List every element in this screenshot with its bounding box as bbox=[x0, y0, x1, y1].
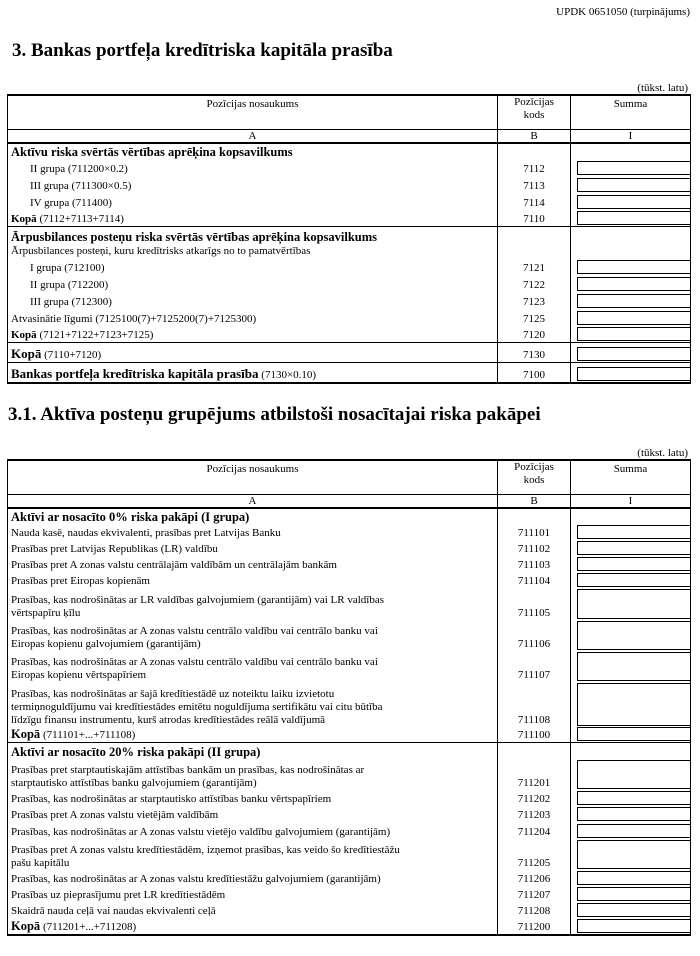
amount-input[interactable] bbox=[577, 652, 690, 681]
amount-input[interactable] bbox=[577, 178, 690, 192]
row-code: 7110 bbox=[498, 210, 571, 227]
amount-input[interactable] bbox=[577, 541, 690, 555]
row-name: Prasības, kas nodrošinātas ar starptautisko attīstības banku vērtspapīriem bbox=[8, 790, 498, 806]
row-name: Prasības pret Latvijas Republikas (LR) valdību bbox=[8, 540, 498, 556]
row-code: 711101 bbox=[498, 524, 571, 540]
section-heading: Ārpusbilances posteņu riska svērtās vērtības aprēķina kopsavilkums bbox=[8, 227, 498, 244]
row-name: Kopā (711201+...+711208) bbox=[8, 918, 498, 935]
amount-input[interactable] bbox=[577, 294, 690, 308]
section-heading: Aktīvi ar nosacīto 20% riska pakāpi (II grupa) bbox=[8, 743, 498, 759]
label-sum: I bbox=[571, 494, 691, 508]
row-code: 7113 bbox=[498, 176, 571, 193]
row-name: II grupa (712200) bbox=[8, 275, 498, 292]
section-3-1-unit: (tūkst. latu) bbox=[637, 447, 688, 459]
amount-input[interactable] bbox=[577, 621, 690, 650]
label-code: B bbox=[498, 494, 571, 508]
amount-input[interactable] bbox=[577, 161, 690, 175]
row-name: Prasības, kas nodrošinātas ar šajā kredītiestādē uz noteiktu laiku izvietotu termiņnoguldījumu vai kredītiestādes emitētu noguldījuma sertifikātu vai citu būtība līdzīgu finansu instrumentu, kurš atrodas kredītiestādes reālā valdījumā bbox=[8, 682, 498, 727]
amount-input[interactable] bbox=[577, 871, 690, 885]
row-name: Prasības uz pieprasījumu pret LR kredītiestādēm bbox=[8, 886, 498, 902]
row-name: Prasības pret A zonas valstu vietējām valdībām bbox=[8, 806, 498, 822]
header-code: Pozīcijas kods bbox=[498, 460, 571, 494]
row-code: 711102 bbox=[498, 540, 571, 556]
row-code: 711205 bbox=[498, 839, 571, 870]
amount-input[interactable] bbox=[577, 260, 690, 274]
header-sum: Summa bbox=[571, 95, 691, 129]
row-code: 7123 bbox=[498, 292, 571, 309]
section-3-1-title: 3.1. Aktīva posteņu grupējums atbilstoši nosacītajai riska pakāpei bbox=[8, 404, 541, 425]
row-code: 7125 bbox=[498, 309, 571, 326]
label-code: B bbox=[498, 129, 571, 143]
row-code: 7130 bbox=[498, 343, 571, 363]
amount-input[interactable] bbox=[577, 525, 690, 539]
amount-input[interactable] bbox=[577, 589, 690, 619]
row-code: 711106 bbox=[498, 620, 571, 651]
row-code: 711207 bbox=[498, 886, 571, 902]
header-sum: Summa bbox=[571, 460, 691, 494]
row-code: 711100 bbox=[498, 727, 571, 743]
row-name: Atvasinātie līgumi (7125100(7)+7125200(7)+7125300) bbox=[8, 309, 498, 326]
row-code: 711103 bbox=[498, 556, 571, 572]
amount-input[interactable] bbox=[577, 727, 690, 741]
amount-input[interactable] bbox=[577, 311, 690, 325]
label-name: A bbox=[8, 494, 498, 508]
row-name: Kopā (711101+...+711108) bbox=[8, 727, 498, 743]
amount-input[interactable] bbox=[577, 840, 690, 869]
amount-input[interactable] bbox=[577, 327, 690, 341]
header-code: Pozīcijas kods bbox=[498, 95, 571, 129]
amount-input[interactable] bbox=[577, 195, 690, 209]
section-3-unit: (tūkst. latu) bbox=[637, 82, 688, 94]
row-name: II grupa (711200×0.2) bbox=[8, 159, 498, 176]
row-code: 711201 bbox=[498, 759, 571, 790]
row-code: 711206 bbox=[498, 870, 571, 886]
row-code: 711204 bbox=[498, 822, 571, 839]
row-name: IV grupa (711400) bbox=[8, 193, 498, 210]
row-code: 711203 bbox=[498, 806, 571, 822]
row-code: 711107 bbox=[498, 651, 571, 682]
amount-input[interactable] bbox=[577, 211, 690, 225]
row-code: 711202 bbox=[498, 790, 571, 806]
row-name: Prasības, kas nodrošinātas ar A zonas valstu kredītiestāžu galvojumiem (garantijām) bbox=[8, 870, 498, 886]
row-name: Prasības, kas nodrošinātas ar LR valdības galvojumiem (garantijām) vai LR valdības vērtspapīru ķīlu bbox=[8, 588, 498, 620]
row-code: 7120 bbox=[498, 326, 571, 343]
label-sum: I bbox=[571, 129, 691, 143]
amount-input[interactable] bbox=[577, 791, 690, 805]
asset-grouping-table bbox=[7, 459, 691, 936]
amount-input[interactable] bbox=[577, 919, 690, 933]
row-name: Prasības, kas nodrošinātas ar A zonas valstu vietējo valdību galvojumiem (garantijām) bbox=[8, 822, 498, 839]
section-heading: Aktīvu riska svērtās vērtības aprēķina kopsavilkums bbox=[8, 143, 498, 159]
row-name: Prasības, kas nodrošinātas ar A zonas valstu centrālo valdību vai centrālo banku vai Eiropas kopienu vērtspapīriem bbox=[8, 651, 498, 682]
row-name: Skaidrā nauda ceļā vai naudas ekvivalenti ceļā bbox=[8, 902, 498, 918]
header-name: Pozīcijas nosaukums bbox=[8, 460, 498, 494]
capital-requirement-table bbox=[7, 94, 691, 384]
row-name: Bankas portfeļa kredītriska kapitāla prasība (7130×0.10) bbox=[8, 363, 498, 383]
row-name: Nauda kasē, naudas ekvivalenti, prasības pret Latvijas Banku bbox=[8, 524, 498, 540]
row-code: 7122 bbox=[498, 275, 571, 292]
row-name: I grupa (712100) bbox=[8, 258, 498, 275]
amount-input[interactable] bbox=[577, 573, 690, 587]
section-heading: Aktīvi ar nosacīto 0% riska pakāpi (I grupa) bbox=[8, 508, 498, 524]
row-name: Prasības pret starptautiskajām attīstības bankām un prasības, kas nodrošinātas ar starptautisko attīstības banku galvojumiem (garantijām) bbox=[8, 759, 498, 790]
row-name: Kopā (7121+7122+7123+7125) bbox=[8, 326, 498, 343]
row-code: 711104 bbox=[498, 572, 571, 588]
row-name: Prasības pret A zonas valstu centrālajām valdībām un centrālajām bankām bbox=[8, 556, 498, 572]
header-name: Pozīcijas nosaukums bbox=[8, 95, 498, 129]
row-name: Kopā (7112+7113+7114) bbox=[8, 210, 498, 227]
row-name: III grupa (711300×0.5) bbox=[8, 176, 498, 193]
label-name: A bbox=[8, 129, 498, 143]
row-name: Prasības, kas nodrošinātas ar A zonas valstu centrālo valdību vai centrālo banku vai Eiropas kopienu galvojumiem (garantijām) bbox=[8, 620, 498, 651]
amount-input[interactable] bbox=[577, 347, 690, 361]
row-code: 711105 bbox=[498, 588, 571, 620]
row-code: 7112 bbox=[498, 159, 571, 176]
amount-input[interactable] bbox=[577, 887, 690, 901]
row-name: III grupa (712300) bbox=[8, 292, 498, 309]
row-code: 711208 bbox=[498, 902, 571, 918]
row-name: Prasības pret Eiropas kopienām bbox=[8, 572, 498, 588]
amount-input[interactable] bbox=[577, 807, 690, 821]
row-code: 7121 bbox=[498, 258, 571, 275]
amount-input[interactable] bbox=[577, 824, 690, 838]
amount-input[interactable] bbox=[577, 277, 690, 291]
amount-input[interactable] bbox=[577, 557, 690, 571]
amount-input[interactable] bbox=[577, 367, 690, 381]
row-name: Ārpusbilances posteņi, kuru kredītrisks atkarīgs no to pamatvērtības bbox=[8, 244, 498, 258]
row-name: Kopā (7110+7120) bbox=[8, 343, 498, 363]
section-3-title: 3. Bankas portfeļa kredītriska kapitāla prasība bbox=[12, 40, 393, 61]
amount-input[interactable] bbox=[577, 683, 690, 726]
row-code: 7100 bbox=[498, 363, 571, 383]
row-code: 7114 bbox=[498, 193, 571, 210]
form-code: UPDK 0651050 (turpinājums) bbox=[556, 6, 690, 18]
row-code: 711200 bbox=[498, 918, 571, 935]
amount-input[interactable] bbox=[577, 903, 690, 917]
row-code: 711108 bbox=[498, 682, 571, 727]
row-name: Prasības pret A zonas valstu kredītiestādēm, izņemot prasības, kas veido šo kredītiestāžu pašu kapitālu bbox=[8, 839, 498, 870]
amount-input[interactable] bbox=[577, 760, 690, 789]
